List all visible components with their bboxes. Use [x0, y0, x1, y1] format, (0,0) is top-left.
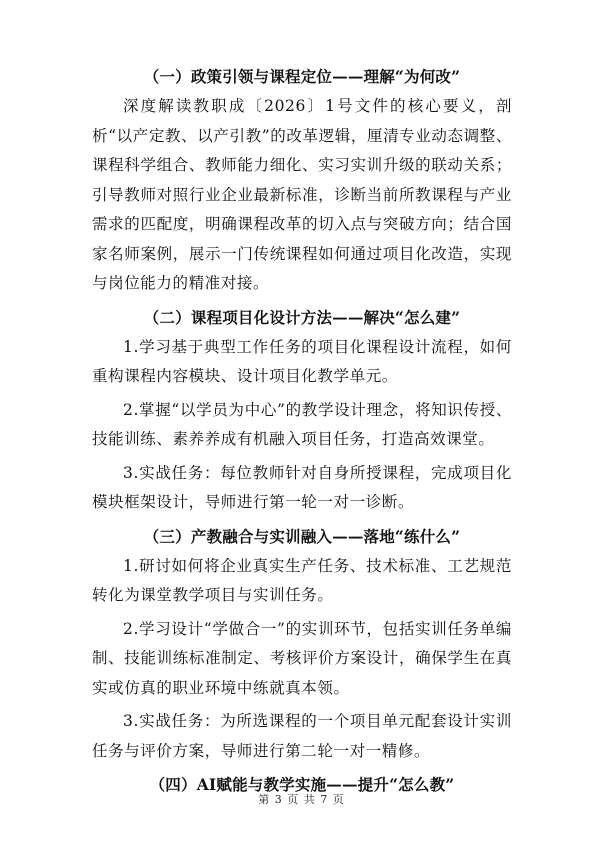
page-number-footer: 第 3 页 共 7 页: [258, 793, 345, 806]
section-3-paragraph-2: 2.学习设计“学做合一”的实训环节，包括实训任务单编制、技能训练标准制定、考核评价方案设计，确保学生在真实或仿真的职业环境中练就真本领。: [92, 619, 512, 697]
section-3-paragraph-1: 1.研讨如何将企业真实生产任务、技术标准、工艺规范转化为课堂教学项目与实训任务。: [92, 556, 512, 604]
section-1-paragraph-1: 深度解读教职成〔2026〕1号文件的核心要义，剖析“以产定教、以产引教”的改革逻辑，厘清专业动态调整、课程科学组合、教师能力细化、实习实训升级的联动关系；引导教师对照行业企业最新标准，诊断当前所教课程与产业需求的匹配度，明确课程改革的切入点与突破方向；结合国家名师案例，展示一门传统课程如何通过项目化改造，实现与岗位能力的精准对接。: [92, 97, 512, 292]
section-3-paragraph-3: 3.实战任务：为所选课程的一个项目单元配套设计实训任务与评价方案，导师进行第二轮一对一精修。: [92, 712, 512, 760]
section-3-heading: （三）产教融合与实训融入——落地“练什么”: [143, 526, 461, 546]
section-1-heading: （一）政策引领与课程定位——理解“为何改”: [143, 67, 461, 86]
section-2-paragraph-1: 1.学习基于典型工作任务的项目化课程设计流程，如何重构课程内容模块、设计项目化教学单元。: [92, 337, 512, 385]
section-4-heading: （四）AI赋能与教学实施——提升“怎么教”: [149, 775, 455, 794]
section-2-paragraph-2: 2.掌握“以学员为中心”的教学设计理念，将知识传授、技能训练、素养养成有机融入项目任务，打造高效课堂。: [92, 400, 512, 448]
page-content: [92, 62, 512, 800]
section-2-heading: （二）课程项目化设计方法——解决“怎么建”: [143, 307, 461, 327]
section-2-paragraph-3: 3.实战任务：每位教师针对自身所授课程，完成项目化模块框架设计，导师进行第一轮一对一诊断。: [92, 463, 512, 511]
